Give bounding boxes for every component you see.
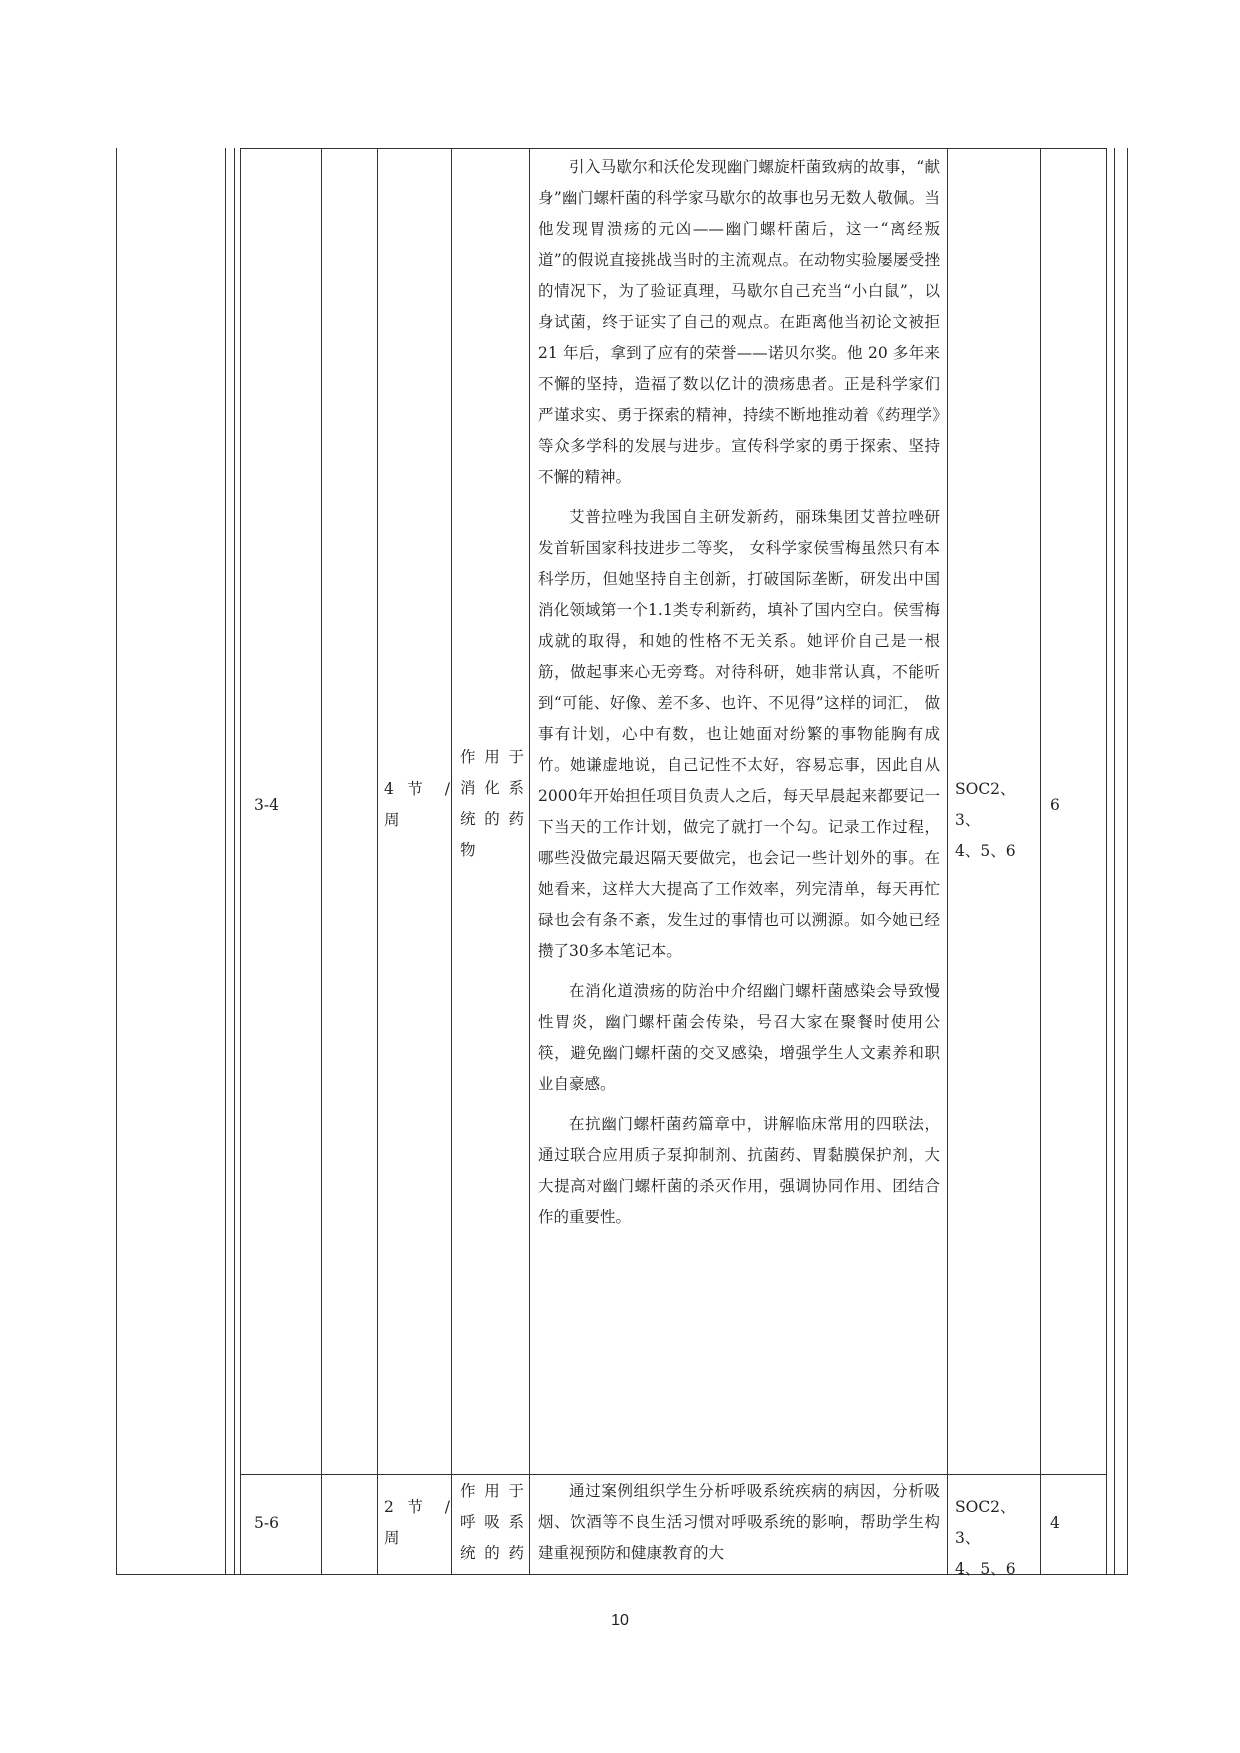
- content-paragraph: 艾普拉唑为我国自主研发新药，丽珠集团艾普拉唑研发首斩国家科技进步二等奖， 女科学家侯雪梅虽然只有本科学历，但她坚持自主创新，打破国际垄断，研发出中国消化领域第一个1.1类专利新药，填补了国内空白。侯雪梅成就的取得，和她的性格不无关系。她评价自己是一根筋，做起事来心无旁骛。对待科研，她非常认真，不能听到“可能、好像、差不多、也许、不见得”这样的词汇， 做事有计划，心中有数，也让她面对纷繁的事物能胸有成竹。她谦虚地说，自己记性不太好，容易忘事，因此自从2000年开始担任项目负责人之后，每天早晨起来都要记一下当天的工作计划，做完了就打一个勾。记录工作过程，哪些没做完最迟隔天要做完，也会记一些计划外的事。在她看来，这样大大提高了工作效率，列完清单，每天再忙碌也会有条不紊，发生过的事情也可以溯源。如今她已经攒了30多本笔记本。: [538, 508, 940, 960]
- column-divider: [225, 148, 226, 1574]
- hours-cell: [384, 774, 450, 836]
- topic-line: 作用于: [460, 1482, 524, 1500]
- column-divider: [321, 148, 322, 1574]
- column-divider: [451, 148, 452, 1574]
- column-divider: [240, 148, 241, 1574]
- objectives-line: SOC2、3、: [955, 780, 1016, 829]
- topic-line: 统的药: [460, 1544, 524, 1562]
- topic-line: 消化系: [460, 779, 524, 797]
- objectives-cell: [955, 1492, 1037, 1585]
- column-divider: [377, 148, 378, 1574]
- objectives-line: SOC2、3、: [955, 1498, 1016, 1547]
- hours-line: 周: [384, 811, 400, 829]
- topic-line: 呼吸系: [460, 1513, 524, 1531]
- row-border-top: [240, 148, 1106, 149]
- topic-line: 物: [460, 841, 476, 859]
- topic-cell: [460, 742, 524, 866]
- topic-line: 作用于: [460, 748, 524, 766]
- content-paragraph: 引入马歇尔和沃伦发现幽门螺旋杆菌致病的故事，“献身”幽门螺杆菌的科学家马歇尔的故事也另无数人敬佩。当他发现胃溃疡的元凶——幽门螺杆菌后，这一“离经叛道”的假说直接挑战当时的主流观点。在动物实验屡屡受挫的情况下，为了验证真理，马歇尔自己充当“小白鼠”，以身试菌，终于证实了自己的观点。在距离他当初论文被拒 21 年后，拿到了应有的荣誉——诺贝尔奖。他 20 多年来不懈的坚持，造福了数以亿计的溃疡患者。正是科学家们严谨求实、勇于探索的精神，持续不断地推动着《药理学》等众多学科的发展与进步。宣传科学家的勇于探索、坚持不懈的精神。: [538, 158, 940, 486]
- objectives-cell: [955, 774, 1037, 867]
- hours-line: 周: [384, 1529, 400, 1547]
- hours-line: 2 节 /: [384, 1498, 450, 1516]
- column-divider: [947, 148, 948, 1574]
- column-divider: [1106, 148, 1107, 1574]
- count-cell: 4: [1050, 1514, 1060, 1532]
- content-paragraph: 在消化道溃疡的防治中介绍幽门螺杆菌感染会导致慢性胃炎，幽门螺杆菌会传染，号召大家在聚餐时使用公筷，避免幽门螺杆菌的交叉感染，增强学生人文素养和职业自豪感。: [538, 982, 940, 1093]
- hours-line: 4 节 /: [384, 780, 450, 798]
- hours-cell: [384, 1492, 450, 1554]
- count-cell: 6: [1050, 796, 1060, 814]
- column-divider: [1040, 148, 1041, 1574]
- content-paragraph: 在抗幽门螺杆菌药篇章中，讲解临床常用的四联法，通过联合应用质子泵抑制剂、抗菌药、胃黏膜保护剂，大大提高对幽门螺杆菌的杀灭作用，强调协同作用、团结合作的重要性。: [538, 1115, 940, 1226]
- content-paragraph: 通过案例组织学生分析呼吸系统疾病的病因，分析吸烟、饮酒等不良生活习惯对呼吸系统的影响，帮助学生构建重视预防和健康教育的大: [538, 1482, 940, 1562]
- topic-cell: [460, 1476, 524, 1569]
- content-cell: [538, 1476, 940, 1572]
- content-cell: [538, 152, 940, 1242]
- column-divider: [234, 148, 235, 1574]
- week-cell: 3-4: [254, 796, 279, 814]
- objectives-line: 4、5、6: [955, 842, 1016, 860]
- topic-line: 统的药: [460, 810, 524, 828]
- column-divider: [1114, 148, 1115, 1574]
- objectives-line: 4、5、6: [955, 1560, 1016, 1578]
- week-cell: 5-6: [254, 1514, 279, 1532]
- column-divider: [529, 148, 530, 1574]
- row-divider: [240, 1474, 1106, 1475]
- page-number: 10: [611, 1612, 629, 1629]
